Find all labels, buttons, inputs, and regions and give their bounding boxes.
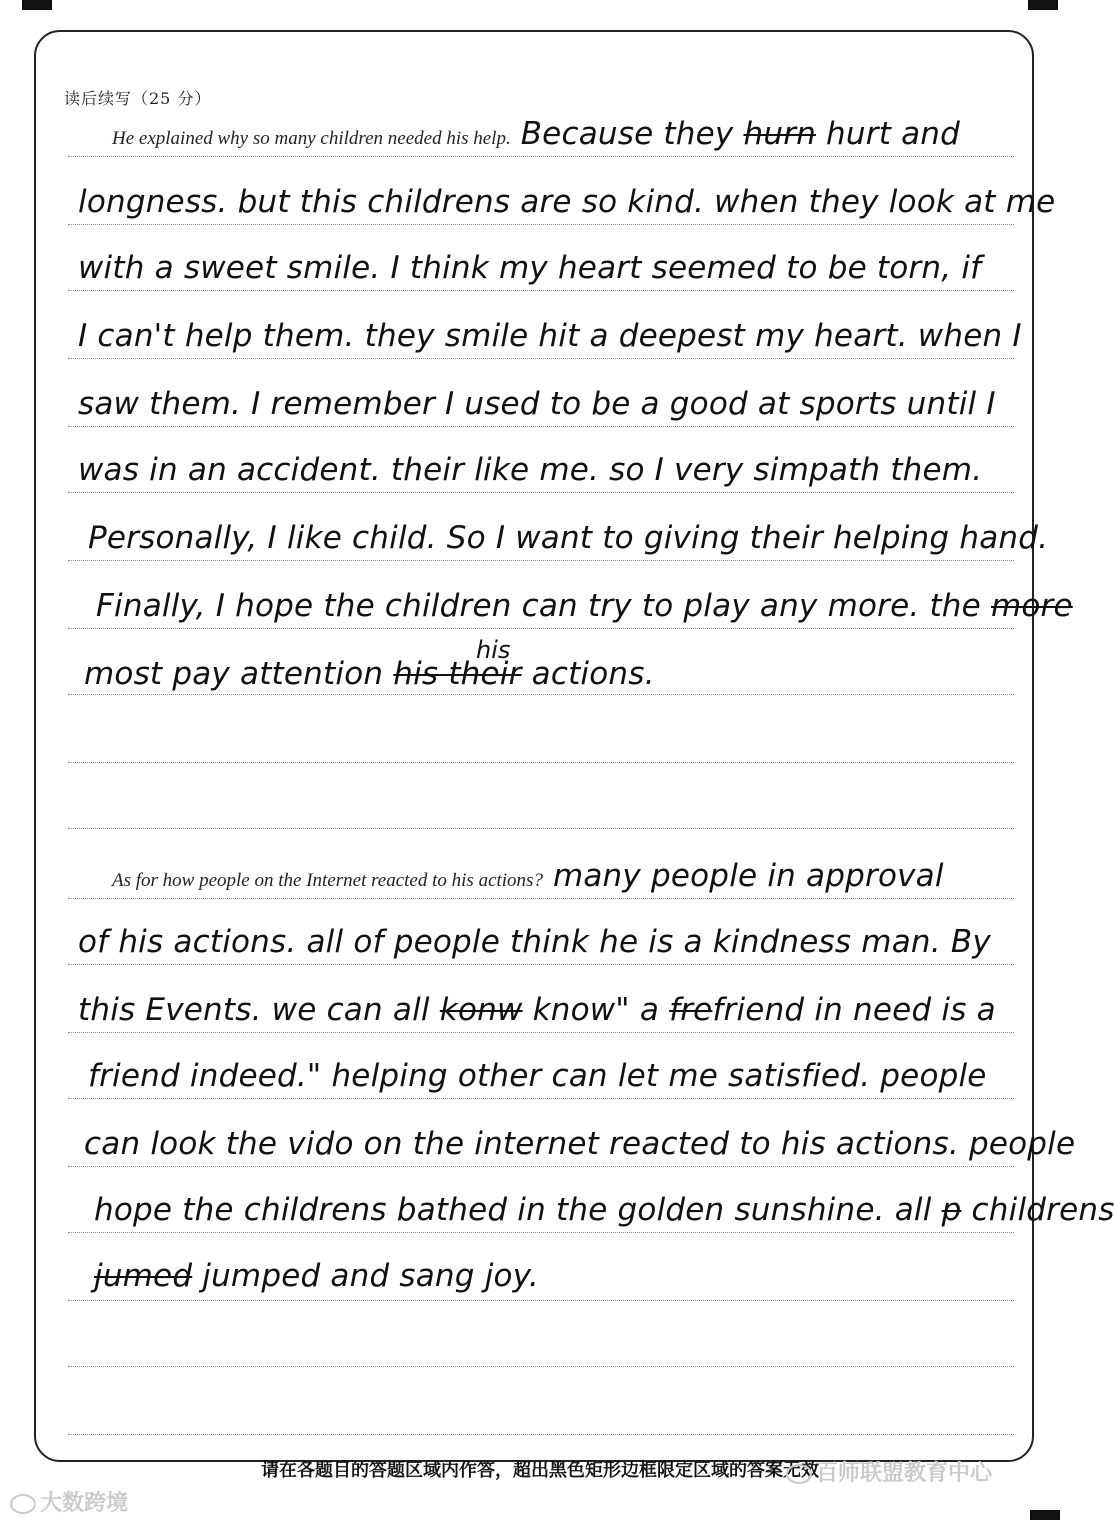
answer-sheet-border: [34, 30, 1115, 1462]
watermark-right: 百师联盟教育中心: [786, 1456, 992, 1487]
corner-mark-top-right: [1028, 0, 1058, 10]
essay-line: I can't help them. they smile hit a deepest my heart. when I: [78, 318, 1022, 354]
ruled-line: [68, 628, 1014, 629]
ruled-line: [68, 828, 1014, 829]
essay-line: friend indeed." helping other can let me satisfied. people: [88, 1058, 987, 1094]
essay-line: jumed jumped and sang joy.: [94, 1258, 539, 1294]
section-header: 读后续写（25 分）: [64, 89, 212, 108]
essay-line: hope the childrens bathed in the golden sunshine. all p childrens: [94, 1192, 1115, 1228]
ruled-line: [68, 964, 1014, 965]
essay-line: this Events. we can all konw know" a frefriend in need is a: [78, 992, 996, 1028]
ruled-line: [68, 694, 1014, 695]
essay-line: As for how people on the Internet reacted to his actions? many people in approval: [112, 858, 944, 894]
crossed-out-word: konw: [439, 992, 523, 1028]
ruled-line: [68, 1366, 1014, 1367]
crossed-out-word: p: [941, 1192, 962, 1228]
crossed-out-word: jumed: [94, 1258, 193, 1294]
ruled-line: [68, 426, 1014, 427]
essay-line: most pay attention his their actions.: [84, 656, 655, 692]
essay-line: longness. but this childrens are so kind. when they look at me: [78, 184, 1056, 220]
essay-line: can look the vido on the internet reacted to his actions. people: [84, 1126, 1076, 1162]
crossed-out-word: more: [990, 588, 1073, 624]
corner-mark-bottom-right: [1030, 1510, 1060, 1520]
crossed-out-word: his their: [393, 656, 522, 692]
essay-line: He explained why so many children needed his help. Because they hurn hurt and: [112, 116, 961, 152]
ruled-line: [68, 898, 1014, 899]
crossed-out-word: fre: [669, 992, 713, 1028]
watermark-left: 大数跨境: [10, 1486, 128, 1517]
ruled-line: [68, 762, 1014, 763]
corner-mark-top-left: [22, 0, 52, 10]
ruled-line: [68, 1300, 1014, 1301]
essay-line: Finally, I hope the children can try to play any more. the more: [96, 588, 1073, 624]
ruled-line: [68, 156, 1014, 157]
essay-line: with a sweet smile. I think my heart seemed to be torn, if: [78, 250, 982, 286]
prompt-text: He explained why so many children needed his help.: [112, 128, 511, 149]
ruled-line: [68, 224, 1014, 225]
ruled-line: [68, 1232, 1014, 1233]
footer-instruction: 请在各题目的答题区域内作答，超出黑色矩形边框限定区域的答案无效: [261, 1460, 819, 1481]
ruled-line: [68, 1166, 1014, 1167]
ruled-line: [68, 358, 1014, 359]
ruled-line: [68, 492, 1014, 493]
ruled-line: [68, 1434, 1014, 1435]
essay-line: Personally, I like child. So I want to giving their helping hand.: [88, 520, 1049, 556]
prompt-text: As for how people on the Internet reacted to his actions?: [112, 870, 543, 891]
ruled-line: [68, 290, 1014, 291]
crossed-out-word: hurn: [743, 116, 816, 152]
essay-line: saw them. I remember I used to be a good at sports until I: [78, 386, 996, 422]
watermark-logo-icon: [10, 1494, 36, 1514]
essay-line: was in an accident. their like me. so I very simpath them.: [78, 452, 983, 488]
wechat-icon: [786, 1464, 812, 1484]
essay-line: of his actions. all of people think he is a kindness man. By: [78, 924, 991, 960]
ruled-line: [68, 560, 1014, 561]
inserted-correction: his: [476, 636, 511, 664]
ruled-line: [68, 1032, 1014, 1033]
ruled-line: [68, 1098, 1014, 1099]
